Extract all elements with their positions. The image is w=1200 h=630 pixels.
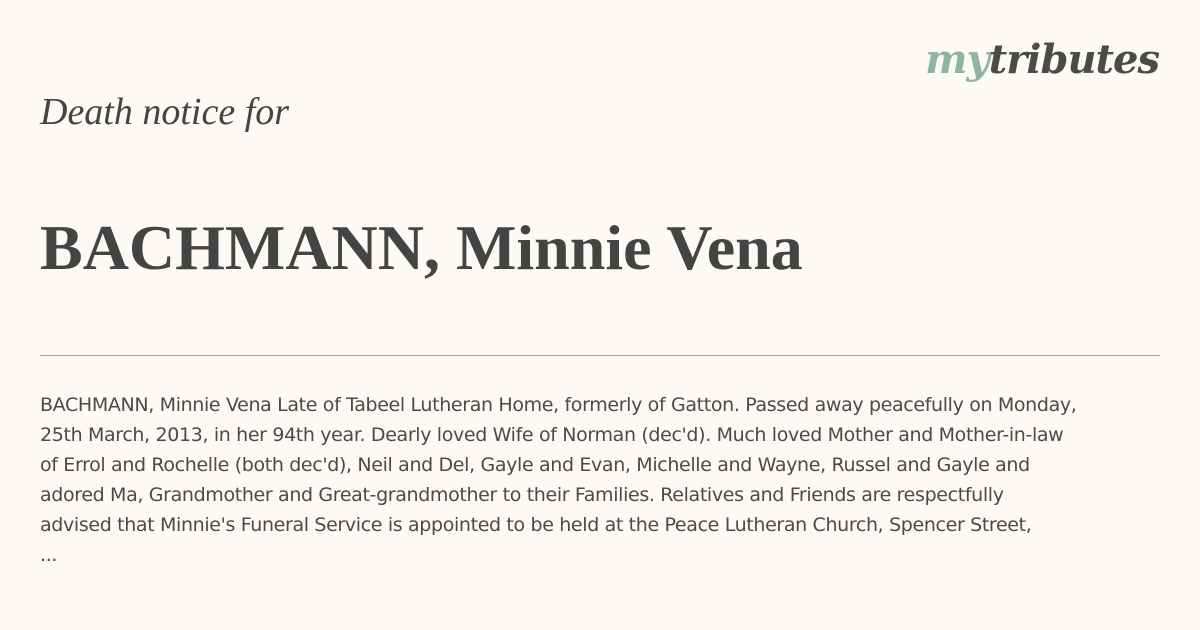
logo-my-text: my: [925, 36, 989, 83]
logo-tributes-text: tributes: [988, 36, 1159, 83]
notice-eyebrow: Death notice for: [40, 91, 290, 133]
notice-body: BACHMANN, Minnie Vena Late of Tabeel Lutheran Home, formerly of Gatton. Passed away peacefully on Monday, 25th March, 2013, in her 94th year. Dearly loved Wife of Norman (dec'd). Much loved Mother and Mother-in-law of Errol and Rochelle (both dec'd), Neil and Del, Gayle and Evan, Michelle and Wayne, Russel and Gayle and adored Ma, Grandmother and Great-grandmother to their Families. Relatives and Friends are respectfully advised that Minnie's Funeral Service is appointed to be held at the Peace Lutheran Church, Spencer Street, ...: [40, 394, 1077, 566]
divider: [40, 355, 1160, 356]
mytributes-logo[interactable]: [925, 34, 1159, 86]
deceased-name: BACHMANN, Minnie Vena: [40, 212, 803, 283]
